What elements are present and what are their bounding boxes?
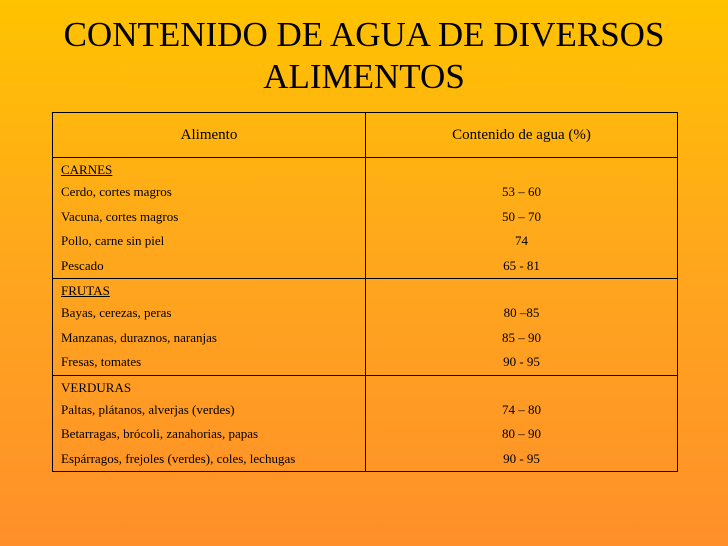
table-header-row [53,113,678,158]
food-item: Cerdo, cortes magros [61,184,172,199]
table-row [53,279,678,376]
food-item: Espárragos, frejoles (verdes), coles, lechugas [61,450,296,466]
title-line-1: CONTENIDO DE AGUA DE DIVERSOS [63,15,665,54]
food-item: Paltas, plátanos, alverjas (verdes) [61,401,235,417]
water-value: 74 – 80 [502,401,541,417]
water-cell [366,158,678,279]
food-item: Bayas, cerezas, peras [61,305,172,320]
water-content-table [52,112,678,472]
water-value: 50 – 70 [502,208,541,224]
food-item: Pescado [61,257,104,273]
food-cell [53,375,366,472]
food-cell [53,279,366,376]
table-row [53,158,678,279]
food-item: Pollo, carne sin piel [61,233,165,248]
water-cell [366,279,678,376]
food-item: Manzanas, duraznos, naranjas [61,329,217,345]
water-value: 90 - 95 [503,354,540,369]
food-item: Betarragas, brócoli, zanahorias, papas [61,426,259,441]
food-item: Fresas, tomates [61,354,142,369]
category-heading: CARNES [61,162,113,177]
category-heading: FRUTAS [61,283,110,298]
water-value: 80 – 90 [502,426,541,441]
water-value: 90 - 95 [503,450,540,466]
food-cell [53,158,366,279]
water-value: 85 – 90 [502,329,541,345]
water-value: 53 – 60 [502,184,541,199]
page-title [0,14,728,98]
title-line-2: ALIMENTOS [263,57,465,96]
food-item: Vacuna, cortes magros [61,208,179,224]
water-value: 74 [515,233,528,248]
water-cell [366,375,678,472]
table-row [53,375,678,472]
water-value: 65 - 81 [503,257,540,273]
header-food: Alimento [53,113,366,158]
category-heading: VERDURAS [61,379,132,395]
water-value: 80 –85 [503,305,540,320]
header-water: Contenido de agua (%) [366,113,678,158]
